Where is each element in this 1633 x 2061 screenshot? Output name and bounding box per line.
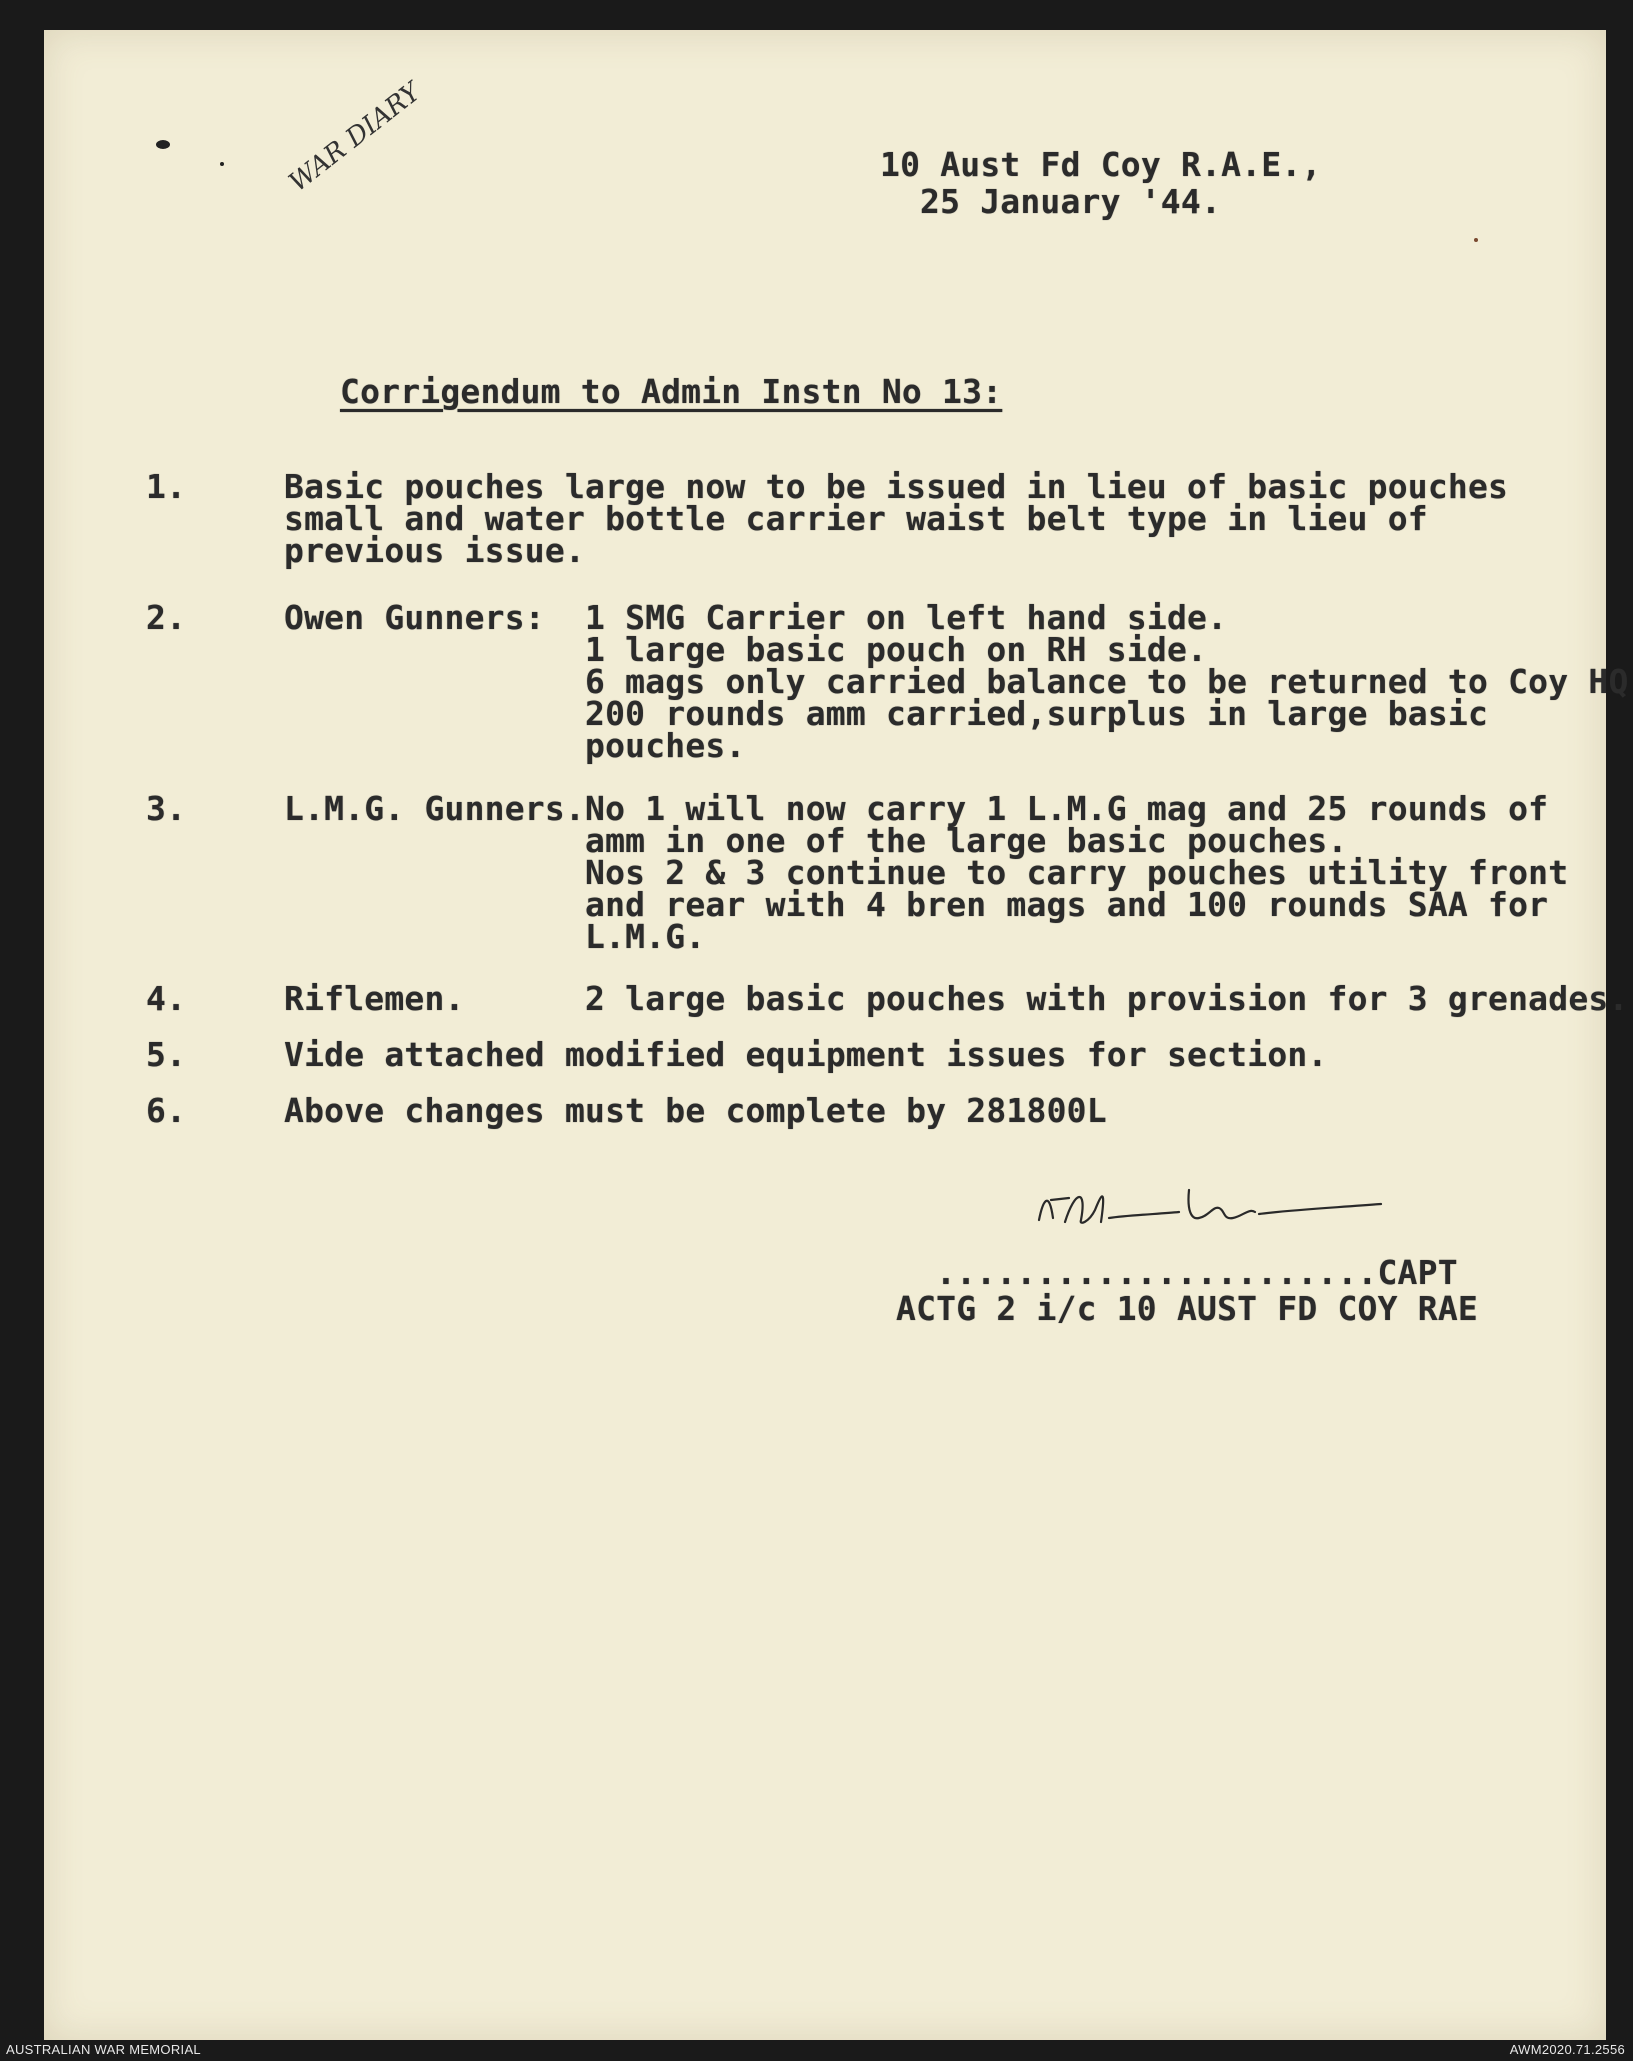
ink-mark	[1474, 238, 1478, 242]
item-3-line-3: Nos 2 & 3 continue to carry pouches utility front	[585, 853, 1569, 892]
item-1-line-1: Basic pouches large now to be issued in lieu of basic pouches	[284, 467, 1509, 506]
item-3-line-5: L.M.G.	[585, 917, 706, 956]
item-4-line-1: 2 large basic pouches with provision for 3 grenades.	[585, 979, 1629, 1018]
war-diary-annotation: WAR DIARY	[283, 77, 427, 198]
item-1-line-3: previous issue.	[284, 531, 586, 570]
signature-line: ......................CAPT	[936, 1253, 1458, 1292]
item-5-line-1: Vide attached modified equipment issues for section.	[284, 1035, 1328, 1074]
document-page	[44, 30, 1629, 2040]
handwritten-signature	[1029, 1160, 1409, 1250]
item-6-line-1: Above changes must be complete by 281800L	[284, 1091, 1107, 1130]
item-3-line-2: amm in one of the large basic pouches.	[585, 821, 1348, 860]
item-number: 5.	[146, 1035, 187, 1074]
item-2-line-5: pouches.	[585, 726, 746, 765]
item-4-label: Riflemen.	[284, 979, 465, 1018]
item-number: 3.	[146, 789, 187, 828]
item-number: 6.	[146, 1091, 187, 1130]
item-3-line-1: No 1 will now carry 1 L.M.G mag and 25 rounds of	[585, 789, 1549, 828]
date-header: 25 January '44.	[920, 182, 1222, 221]
footer-accession-number: AWM2020.71.2556	[1509, 2042, 1625, 2057]
item-3-line-4: and rear with 4 bren mags and 100 rounds SAA for	[585, 885, 1549, 924]
ink-mark	[220, 162, 224, 166]
item-2-line-3: 6 mags only carried balance to be returned to Coy HQ	[585, 662, 1629, 701]
item-number: 4.	[146, 979, 187, 1018]
signatory-role: ACTG 2 i/c 10 AUST FD COY RAE	[896, 1289, 1478, 1328]
unit-header: 10 Aust Fd Coy R.A.E.,	[880, 145, 1322, 184]
document-title: Corrigendum to Admin Instn No 13:	[340, 372, 1003, 411]
item-2-line-1: 1 SMG Carrier on left hand side.	[585, 598, 1228, 637]
footer-institution: AUSTRALIAN WAR MEMORIAL	[6, 2042, 201, 2057]
item-number: 1.	[146, 467, 187, 506]
item-number: 2.	[146, 598, 187, 637]
ink-blot	[156, 140, 170, 149]
item-2-line-4: 200 rounds amm carried,surplus in large basic	[585, 694, 1489, 733]
item-2-label: Owen Gunners:	[284, 598, 545, 637]
item-1-line-2: small and water bottle carrier waist belt type in lieu of	[284, 499, 1428, 538]
item-2-line-2: 1 large basic pouch on RH side.	[585, 630, 1208, 669]
item-3-label: L.M.G. Gunners.	[284, 789, 586, 828]
